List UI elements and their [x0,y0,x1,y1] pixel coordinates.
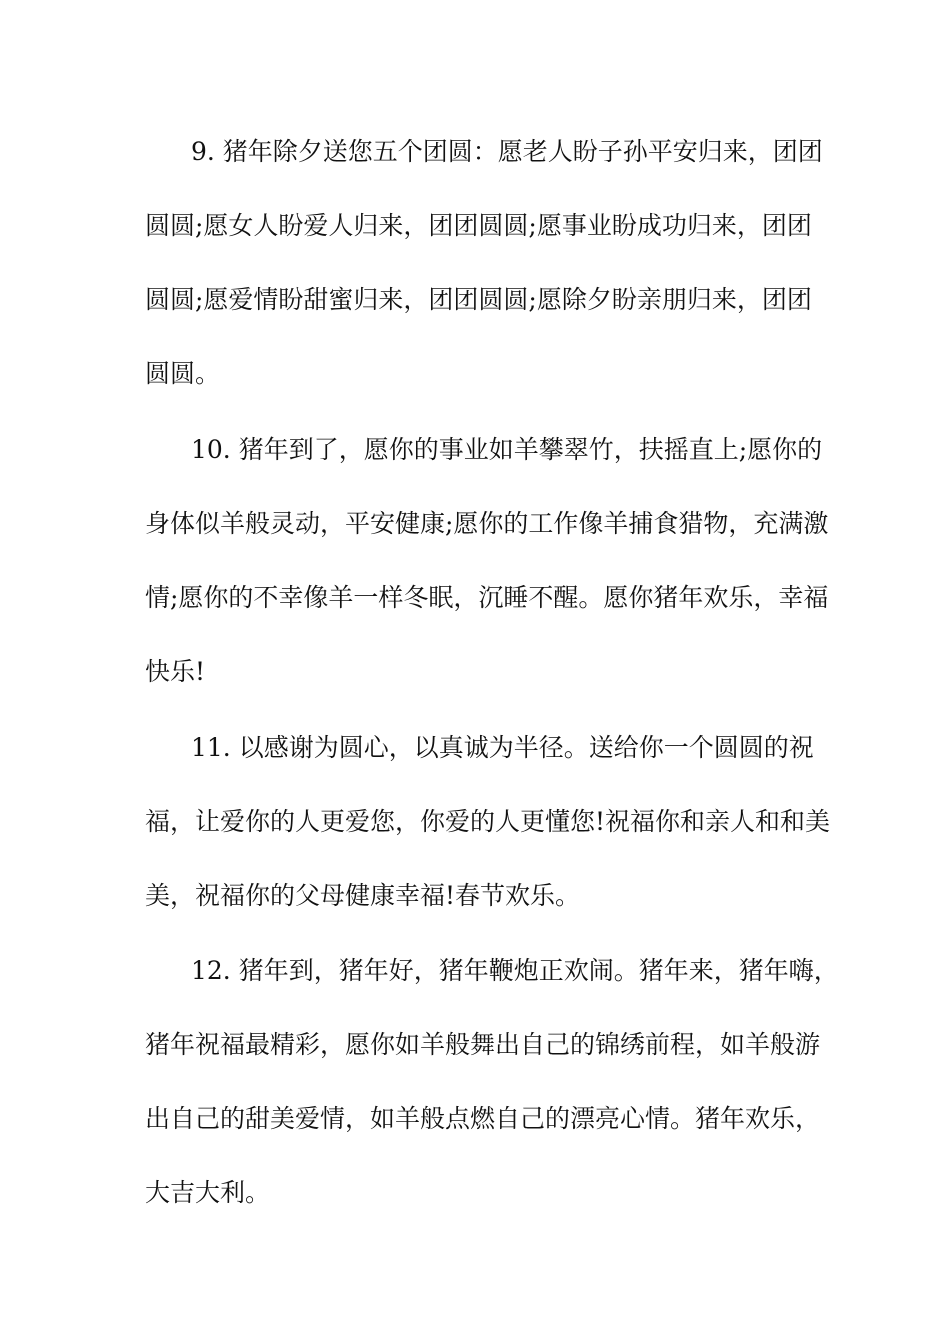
text-line: 圆圆;愿女人盼爱人归来，团团圆圆;愿事业盼成功归来，团团 [145,211,812,240]
text-line: 9. 猪年除夕送您五个团圆：愿老人盼子孙平安归来，团团 [191,137,823,166]
text-line: 11. 以感谢为圆心，以真诚为半径。送给你一个圆圆的祝 [191,733,814,762]
text-line: 快乐! [145,657,206,686]
text-line: 美，祝福你的父母健康幸福!春节欢乐。 [145,881,581,910]
text-line: 情;愿你的不幸像羊一样冬眠，沉睡不醒。愿你猪年欢乐，幸福 [145,583,829,612]
text-line: 猪年祝福最精彩，愿你如羊般舞出自己的锦绣前程，如羊般游 [145,1030,821,1059]
text-line: 圆圆;愿爱情盼甜蜜归来，团团圆圆;愿除夕盼亲朋归来，团团 [145,285,812,314]
text-line: 圆圆。 [145,359,221,388]
text-line: 出自己的甜美爱情，如羊般点燃自己的漂亮心情。猪年欢乐， [145,1104,821,1133]
text-line: 身体似羊般灵动，平安健康;愿你的工作像羊捕食猎物，充满激 [145,509,829,538]
text-line: 12. 猪年到，猪年好，猪年鞭炮正欢闹。猪年来，猪年嗨， [191,956,839,985]
text-line: 大吉大利。 [145,1178,271,1207]
text-line: 10. 猪年到了，愿你的事业如羊攀翠竹，扶摇直上;愿你的 [191,435,823,464]
text-line: 福，让爱你的人更爱您，你爱的人更懂您!祝福你和亲人和和美 [145,807,831,836]
